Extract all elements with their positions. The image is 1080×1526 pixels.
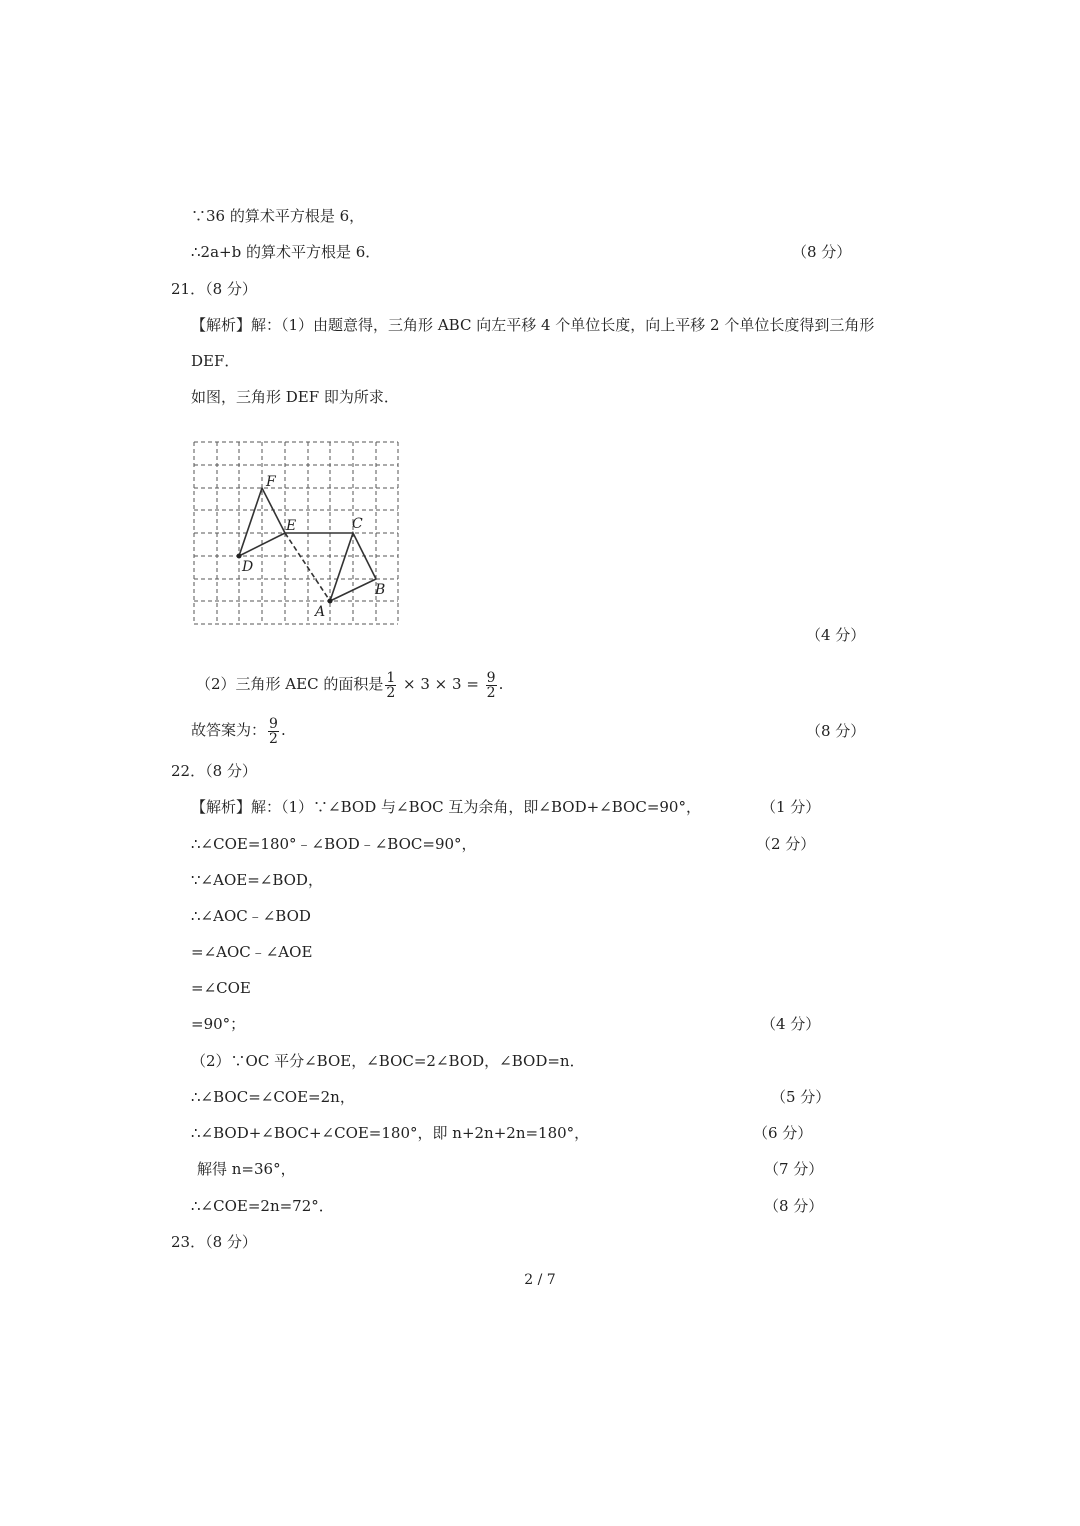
- point-d: [237, 554, 242, 559]
- text-line: 【解析】解：（1）由题意得，三角形 ABC 向左平移 4 个单位长度，向上平移 2 个单位长度得到三角形: [191, 316, 875, 334]
- text-line: DEF．: [191, 352, 240, 370]
- fraction-denominator: 2: [486, 684, 496, 701]
- text-line: ∴∠COE=180°﹣∠BOD﹣∠BOC=90°，: [191, 835, 477, 853]
- text-line: ∵∠AOE=∠BOD，: [191, 871, 323, 889]
- text-line: ∴∠COE=2n=72°．: [191, 1197, 334, 1215]
- label-e: E: [286, 518, 297, 534]
- text-segment: （2）三角形 AEC 的面积是: [196, 675, 384, 693]
- text-line: =90°；: [191, 1015, 246, 1033]
- text-line: =∠AOC﹣∠AOE: [191, 943, 313, 961]
- question-number: 22．（8 分）: [171, 762, 257, 780]
- text-line: 解得 n=36°，: [197, 1160, 296, 1178]
- text-segment: × 3 × 3 =: [398, 675, 484, 693]
- fraction-denominator: 2: [269, 730, 278, 747]
- fraction-nine-halves: [486, 671, 497, 700]
- label-c: C: [352, 516, 363, 532]
- score-label: （5 分）: [771, 1088, 831, 1106]
- score-label: （8 分）: [792, 243, 852, 261]
- text-line: （2）∵OC 平分∠BOE，∠BOC=2∠BOD，∠BOD=n．: [191, 1052, 585, 1070]
- question-number: 21．（8 分）: [171, 280, 257, 298]
- area-calculation: [196, 670, 503, 700]
- text-line: 如图，三角形 DEF 即为所求．: [191, 388, 399, 406]
- score-label: （8 分）: [806, 722, 866, 740]
- point-a: [328, 599, 333, 604]
- fraction-denominator: 2: [386, 684, 396, 701]
- fraction-numerator: 9: [486, 669, 496, 686]
- text-segment: .: [280, 721, 286, 739]
- label-d: D: [242, 559, 254, 575]
- score-label: （4 分）: [806, 626, 866, 644]
- fraction-numerator: 9: [269, 715, 278, 732]
- text-line: ∴2a+b 的算术平方根是 6．: [191, 243, 381, 261]
- score-label: （2 分）: [756, 835, 816, 853]
- fraction-one-half: [385, 671, 396, 700]
- text-line: 【解析】解：（1）∵∠BOD 与∠BOC 互为余角，即∠BOD+∠BOC=90°，: [191, 798, 701, 816]
- text-segment: .: [498, 675, 504, 693]
- label-b: B: [375, 582, 386, 598]
- text-line: ∴∠AOC﹣∠BOD: [191, 907, 311, 925]
- text-line: ∴∠BOC=∠COE=2n，: [191, 1088, 355, 1106]
- fraction-numerator: 1: [386, 669, 396, 686]
- text-line: =∠COE: [191, 979, 251, 997]
- text-line: ∴∠BOD+∠BOC+∠COE=180°，即 n+2n+2n=180°，: [191, 1124, 590, 1142]
- question-number: 23．（8 分）: [171, 1233, 257, 1251]
- answer-line: [191, 716, 286, 746]
- text-line: ∵36 的算术平方根是 6，: [191, 207, 365, 225]
- score-label: （1 分）: [761, 798, 821, 816]
- text-segment: 故答案为：: [191, 721, 267, 739]
- score-label: （8 分）: [764, 1197, 824, 1215]
- fraction-nine-halves: [268, 717, 279, 746]
- label-f: F: [266, 474, 276, 490]
- page-number: 2 / 7: [524, 1272, 556, 1288]
- label-a: A: [315, 604, 326, 620]
- score-label: （7 分）: [764, 1160, 824, 1178]
- score-label: （6 分）: [753, 1124, 813, 1142]
- score-label: （4 分）: [761, 1015, 821, 1033]
- grid-diagram: [190, 438, 402, 628]
